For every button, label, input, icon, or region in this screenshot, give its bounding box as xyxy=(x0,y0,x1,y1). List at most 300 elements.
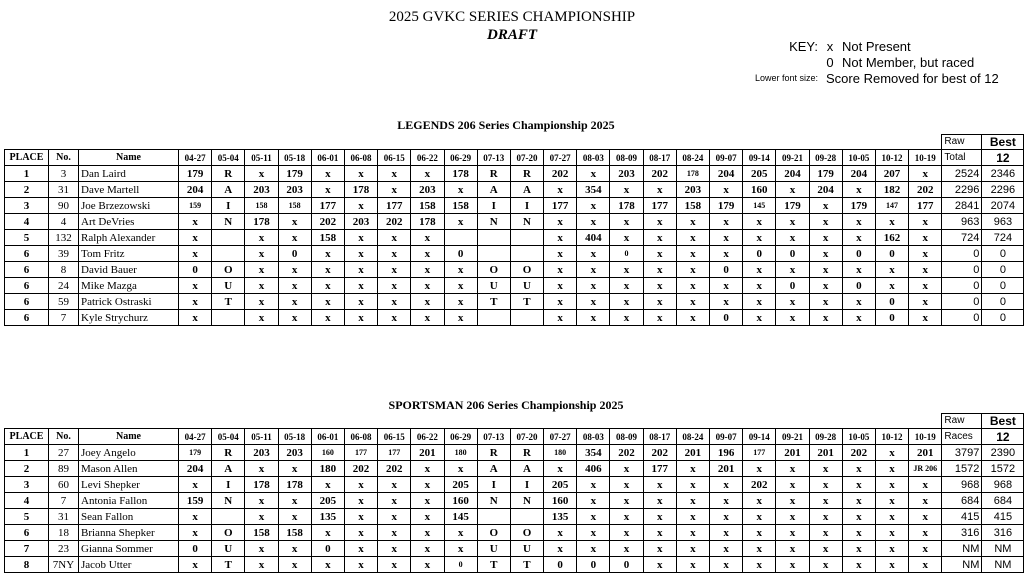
score-cell: 178 xyxy=(411,214,444,230)
col-date: 06-29 xyxy=(444,429,477,445)
standings-row xyxy=(5,509,1024,525)
score-cell: x xyxy=(676,477,709,493)
score-cell xyxy=(477,246,510,262)
driver-name-cell: Tom Fritz xyxy=(79,246,179,262)
score-cell: x xyxy=(776,557,809,573)
score-cell: 203 xyxy=(245,445,278,461)
score-cell: 178 xyxy=(344,182,377,198)
driver-name-cell: Ralph Alexander xyxy=(79,230,179,246)
score-cell: x xyxy=(610,310,643,326)
score-cell: 177 xyxy=(643,198,676,214)
score-cell: x xyxy=(278,557,311,573)
header-row-raw-best xyxy=(5,414,1024,429)
score-cell: x xyxy=(278,262,311,278)
score-cell: x xyxy=(544,182,577,198)
score-cell: 179 xyxy=(710,198,743,214)
score-cell: x xyxy=(344,230,377,246)
col-date: 08-17 xyxy=(643,429,676,445)
best-label: Best xyxy=(982,414,1024,429)
score-cell: x xyxy=(577,294,610,310)
col-date: 08-03 xyxy=(577,150,610,166)
score-cell: x xyxy=(411,477,444,493)
score-cell: 0 xyxy=(875,246,908,262)
score-cell: x xyxy=(577,477,610,493)
score-cell: x xyxy=(809,493,842,509)
score-cell: x xyxy=(875,461,908,477)
score-cell: x xyxy=(643,246,676,262)
score-cell: 201 xyxy=(411,445,444,461)
score-cell: x xyxy=(676,310,709,326)
best-cell: 415 xyxy=(982,509,1024,525)
score-cell: x xyxy=(444,525,477,541)
driver-name-cell: Joe Brzezowski xyxy=(79,198,179,214)
place-cell: 6 xyxy=(5,278,49,294)
score-cell: 178 xyxy=(676,166,709,182)
col-name: Name xyxy=(79,429,179,445)
score-cell: x xyxy=(411,278,444,294)
score-cell: x xyxy=(776,214,809,230)
score-cell: x xyxy=(809,477,842,493)
col-date: 06-29 xyxy=(444,150,477,166)
score-cell: x xyxy=(344,509,377,525)
score-cell: x xyxy=(809,541,842,557)
total-cell: 724 xyxy=(942,230,982,246)
score-cell: x xyxy=(278,278,311,294)
score-cell: x xyxy=(776,262,809,278)
score-cell: T xyxy=(510,557,543,573)
score-cell: JR 206 xyxy=(909,461,942,477)
score-cell: x xyxy=(610,509,643,525)
score-cell: 160 xyxy=(544,493,577,509)
place-cell: 6 xyxy=(5,262,49,278)
score-cell: x xyxy=(875,509,908,525)
col-date: 06-22 xyxy=(411,150,444,166)
score-cell: x xyxy=(809,509,842,525)
standings-row xyxy=(5,198,1024,214)
score-cell: x xyxy=(245,278,278,294)
score-cell: x xyxy=(378,294,411,310)
key-row-not-present xyxy=(760,38,999,54)
score-cell: x xyxy=(909,278,942,294)
col-date: 05-18 xyxy=(278,150,311,166)
score-cell: x xyxy=(378,182,411,198)
score-cell: 201 xyxy=(909,445,942,461)
score-cell: x xyxy=(776,461,809,477)
best-cell: 0 xyxy=(982,262,1024,278)
score-cell: N xyxy=(510,214,543,230)
total-cell: 968 xyxy=(942,477,982,493)
score-cell: x xyxy=(676,461,709,477)
score-cell: x xyxy=(378,541,411,557)
score-cell: x xyxy=(378,166,411,182)
driver-name-cell: Gianna Sommer xyxy=(79,541,179,557)
score-cell xyxy=(510,509,543,525)
score-cell: x xyxy=(577,166,610,182)
kart-number-cell: 60 xyxy=(49,477,79,493)
score-cell: x xyxy=(610,214,643,230)
score-cell: x xyxy=(444,262,477,278)
col-date: 09-14 xyxy=(743,150,776,166)
score-cell: 179 xyxy=(179,166,212,182)
score-cell: x xyxy=(378,477,411,493)
total-cell: 1572 xyxy=(942,461,982,477)
score-cell: 158 xyxy=(311,230,344,246)
score-cell: x xyxy=(245,509,278,525)
score-cell: x xyxy=(278,214,311,230)
score-cell: x xyxy=(411,461,444,477)
score-cell: U xyxy=(510,278,543,294)
score-cell: 177 xyxy=(743,445,776,461)
col-date: 08-17 xyxy=(643,150,676,166)
score-cell: x xyxy=(643,477,676,493)
total-cell: 2296 xyxy=(942,182,982,198)
score-cell: x xyxy=(577,310,610,326)
score-cell: 179 xyxy=(842,198,875,214)
score-cell: x xyxy=(344,541,377,557)
driver-name-cell: Joey Angelo xyxy=(79,445,179,461)
score-cell: 202 xyxy=(544,166,577,182)
score-cell: x xyxy=(344,557,377,573)
score-cell: x xyxy=(875,445,908,461)
score-cell: x xyxy=(909,246,942,262)
kart-number-cell: 90 xyxy=(49,198,79,214)
standings-row xyxy=(5,525,1024,541)
score-cell: O xyxy=(510,525,543,541)
score-cell: x xyxy=(311,477,344,493)
score-cell: x xyxy=(809,262,842,278)
key-text: Score Removed for best of 12 xyxy=(826,70,999,86)
key-label: KEY: xyxy=(789,38,818,54)
score-cell: x xyxy=(577,214,610,230)
score-cell: x xyxy=(344,166,377,182)
score-cell: T xyxy=(212,557,245,573)
score-cell: R xyxy=(510,166,543,182)
score-cell: x xyxy=(179,214,212,230)
score-cell: x xyxy=(909,477,942,493)
score-cell: x xyxy=(311,278,344,294)
score-cell: 203 xyxy=(411,182,444,198)
key-small-label: Lower font size: xyxy=(754,73,818,83)
score-cell: 204 xyxy=(809,182,842,198)
score-cell: I xyxy=(510,198,543,214)
score-cell: 178 xyxy=(245,214,278,230)
col-total-label: Races xyxy=(942,429,982,445)
score-cell: x xyxy=(245,541,278,557)
best-cell: 2296 xyxy=(982,182,1024,198)
col-date: 07-20 xyxy=(510,150,543,166)
score-cell: U xyxy=(212,278,245,294)
col-total-label: Total xyxy=(942,150,982,166)
score-cell xyxy=(212,230,245,246)
score-cell: x xyxy=(710,278,743,294)
col-number: No. xyxy=(49,150,79,166)
score-cell: 159 xyxy=(179,198,212,214)
score-cell: x xyxy=(643,509,676,525)
col-date: 08-09 xyxy=(610,429,643,445)
score-cell: x xyxy=(809,230,842,246)
score-cell: 177 xyxy=(643,461,676,477)
score-cell: 179 xyxy=(809,166,842,182)
score-cell: x xyxy=(411,493,444,509)
score-cell: 406 xyxy=(577,461,610,477)
driver-name-cell: Sean Fallon xyxy=(79,509,179,525)
score-cell: 0 xyxy=(776,278,809,294)
score-cell: x xyxy=(278,461,311,477)
total-cell: 2524 xyxy=(942,166,982,182)
score-cell: x xyxy=(842,509,875,525)
raw-label: Raw xyxy=(942,414,982,429)
score-cell: x xyxy=(909,262,942,278)
score-cell: x xyxy=(278,541,311,557)
driver-name-cell: Mason Allen xyxy=(79,461,179,477)
total-cell: 415 xyxy=(942,509,982,525)
score-cell: x xyxy=(676,493,709,509)
driver-name-cell: Levi Shepker xyxy=(79,477,179,493)
score-cell: x xyxy=(278,230,311,246)
place-cell: 1 xyxy=(5,166,49,182)
score-cell: x xyxy=(875,278,908,294)
kart-number-cell: 7 xyxy=(49,310,79,326)
score-cell: x xyxy=(544,294,577,310)
score-cell: x xyxy=(909,310,942,326)
score-cell: 0 xyxy=(776,246,809,262)
col-date: 06-01 xyxy=(311,429,344,445)
place-cell: 1 xyxy=(5,445,49,461)
score-cell: 158 xyxy=(245,198,278,214)
score-cell: x xyxy=(643,230,676,246)
score-cell: x xyxy=(743,278,776,294)
score-cell: 0 xyxy=(610,557,643,573)
score-cell: O xyxy=(212,262,245,278)
score-cell: x xyxy=(676,557,709,573)
document-title: 2025 GVKC SERIES CHAMPIONSHIP xyxy=(388,9,636,25)
score-cell: x xyxy=(411,310,444,326)
col-date: 07-27 xyxy=(544,429,577,445)
score-cell: 202 xyxy=(378,214,411,230)
score-cell: 202 xyxy=(610,445,643,461)
place-cell: 2 xyxy=(5,461,49,477)
header-row-raw-best xyxy=(5,135,1024,150)
score-cell: 204 xyxy=(710,166,743,182)
score-cell: x xyxy=(710,294,743,310)
col-date: 06-15 xyxy=(378,150,411,166)
score-cell: x xyxy=(179,294,212,310)
score-cell: x xyxy=(676,294,709,310)
score-cell: 178 xyxy=(610,198,643,214)
score-cell: T xyxy=(510,294,543,310)
score-cell: x xyxy=(710,493,743,509)
score-cell: 203 xyxy=(278,182,311,198)
total-cell: 0 xyxy=(942,246,982,262)
score-cell: x xyxy=(710,246,743,262)
score-cell: x xyxy=(577,278,610,294)
score-cell: x xyxy=(743,493,776,509)
score-cell: 201 xyxy=(776,445,809,461)
total-cell: NM xyxy=(942,557,982,573)
score-cell: I xyxy=(510,477,543,493)
score-cell: x xyxy=(809,557,842,573)
score-cell: 204 xyxy=(776,166,809,182)
best-cell: 2390 xyxy=(982,445,1024,461)
col-date: 06-08 xyxy=(344,429,377,445)
score-cell: 0 xyxy=(577,557,610,573)
score-cell: x xyxy=(809,461,842,477)
score-cell: A xyxy=(510,461,543,477)
col-date: 09-28 xyxy=(809,150,842,166)
score-cell: x xyxy=(378,509,411,525)
col-date: 06-22 xyxy=(411,429,444,445)
col-date: 09-07 xyxy=(710,150,743,166)
score-cell: x xyxy=(610,493,643,509)
score-cell: A xyxy=(212,461,245,477)
score-cell: 0 xyxy=(743,246,776,262)
score-cell: R xyxy=(212,166,245,182)
col-place: PLACE xyxy=(5,150,49,166)
standings-row xyxy=(5,493,1024,509)
score-cell: 0 xyxy=(875,294,908,310)
col-place: PLACE xyxy=(5,429,49,445)
best-cell: 963 xyxy=(982,214,1024,230)
score-cell: x xyxy=(245,246,278,262)
kart-number-cell: 59 xyxy=(49,294,79,310)
kart-number-cell: 3 xyxy=(49,166,79,182)
score-cell: x xyxy=(875,493,908,509)
score-cell: x xyxy=(676,230,709,246)
score-cell: 201 xyxy=(710,461,743,477)
score-cell: x xyxy=(676,541,709,557)
key-symbol: x xyxy=(826,38,834,54)
score-cell: I xyxy=(477,198,510,214)
score-cell: x xyxy=(411,557,444,573)
document-subtitle: DRAFT xyxy=(486,27,537,43)
best-cell: 316 xyxy=(982,525,1024,541)
score-cell: x xyxy=(743,262,776,278)
score-cell: U xyxy=(477,278,510,294)
kart-number-cell: 132 xyxy=(49,230,79,246)
score-cell: 0 xyxy=(875,310,908,326)
score-cell: x xyxy=(875,541,908,557)
score-cell: 145 xyxy=(743,198,776,214)
score-cell: x xyxy=(809,246,842,262)
kart-number-cell: 18 xyxy=(49,525,79,541)
score-cell: x xyxy=(544,246,577,262)
score-cell: 205 xyxy=(444,477,477,493)
score-cell: N xyxy=(212,493,245,509)
score-cell: x xyxy=(179,557,212,573)
standings-row xyxy=(5,477,1024,493)
best-cell: 2346 xyxy=(982,166,1024,182)
score-cell: x xyxy=(875,477,908,493)
score-cell: x xyxy=(842,182,875,198)
column-header-row xyxy=(5,429,1024,445)
col-date: 08-24 xyxy=(676,150,709,166)
score-cell xyxy=(510,230,543,246)
best-cell: NM xyxy=(982,557,1024,573)
score-cell: x xyxy=(444,278,477,294)
standings-row xyxy=(5,541,1024,557)
score-cell: x xyxy=(444,182,477,198)
score-cell: x xyxy=(909,214,942,230)
score-cell: 0 xyxy=(179,541,212,557)
place-cell: 6 xyxy=(5,294,49,310)
score-cell: x xyxy=(909,166,942,182)
legends-standings-table xyxy=(4,134,1024,326)
score-cell: x xyxy=(411,166,444,182)
score-cell: 354 xyxy=(577,445,610,461)
score-cell: 203 xyxy=(344,214,377,230)
score-cell: x xyxy=(676,246,709,262)
key-row-score-removed xyxy=(754,70,999,86)
score-cell: 202 xyxy=(842,445,875,461)
score-cell: x xyxy=(179,477,212,493)
score-cell: x xyxy=(842,493,875,509)
score-cell: x xyxy=(577,198,610,214)
score-cell: 202 xyxy=(643,445,676,461)
score-cell: x xyxy=(544,310,577,326)
score-cell: x xyxy=(311,182,344,198)
score-cell: N xyxy=(510,493,543,509)
col-date: 09-28 xyxy=(809,429,842,445)
score-cell: x xyxy=(344,493,377,509)
score-cell: x xyxy=(610,461,643,477)
place-cell: 7 xyxy=(5,541,49,557)
score-cell: x xyxy=(676,278,709,294)
score-cell: x xyxy=(378,310,411,326)
best-cell: 0 xyxy=(982,294,1024,310)
score-cell: N xyxy=(212,214,245,230)
score-cell: x xyxy=(179,278,212,294)
score-cell: x xyxy=(743,509,776,525)
driver-name-cell: David Bauer xyxy=(79,262,179,278)
score-cell: x xyxy=(245,166,278,182)
score-cell: x xyxy=(378,525,411,541)
score-cell: 0 xyxy=(710,262,743,278)
col-date: 10-19 xyxy=(909,150,942,166)
score-cell: 207 xyxy=(875,166,908,182)
total-cell: 0 xyxy=(942,278,982,294)
score-cell: x xyxy=(743,557,776,573)
total-cell: 316 xyxy=(942,525,982,541)
score-cell: x xyxy=(610,541,643,557)
score-cell: x xyxy=(179,525,212,541)
score-cell: x xyxy=(643,214,676,230)
score-cell: x xyxy=(544,230,577,246)
col-date: 06-01 xyxy=(311,150,344,166)
col-date: 05-18 xyxy=(278,429,311,445)
score-cell: 204 xyxy=(179,461,212,477)
legends-section-title: LEGENDS 206 Series Championship 2025 xyxy=(397,118,615,132)
score-cell: x xyxy=(444,541,477,557)
col-date: 09-07 xyxy=(710,429,743,445)
score-cell: x xyxy=(311,557,344,573)
best-cell: 724 xyxy=(982,230,1024,246)
col-date: 08-09 xyxy=(610,150,643,166)
score-cell: x xyxy=(378,278,411,294)
score-cell: x xyxy=(776,182,809,198)
score-cell: x xyxy=(809,294,842,310)
score-cell xyxy=(444,230,477,246)
score-cell: x xyxy=(842,477,875,493)
place-cell: 3 xyxy=(5,477,49,493)
key-legend xyxy=(754,38,999,86)
score-cell: R xyxy=(212,445,245,461)
score-cell: x xyxy=(344,246,377,262)
score-cell: x xyxy=(245,230,278,246)
score-cell: x xyxy=(278,294,311,310)
standings-row xyxy=(5,557,1024,573)
kart-number-cell: 8 xyxy=(49,262,79,278)
score-cell xyxy=(510,310,543,326)
